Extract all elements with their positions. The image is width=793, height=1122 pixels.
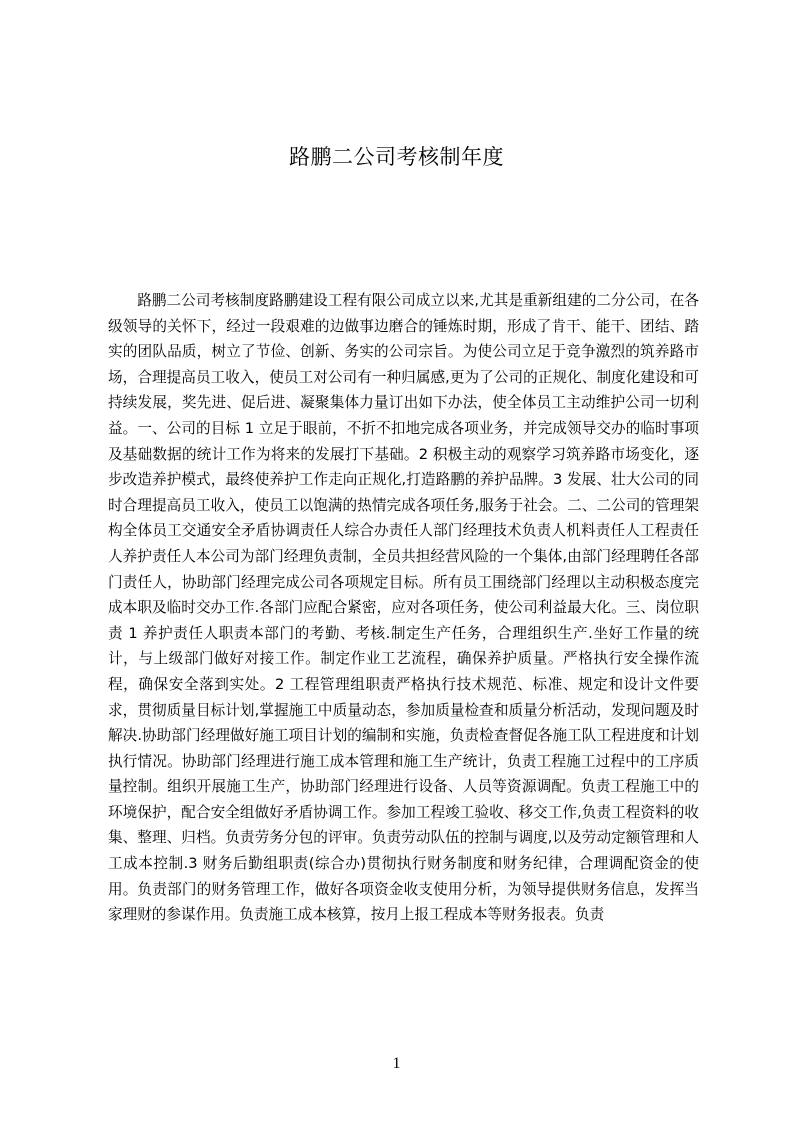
page-number: 1 bbox=[392, 1055, 401, 1072]
document-title: 路鹏二公司考核制年度 bbox=[289, 145, 504, 169]
body-paragraph: 路鹏二公司考核制度路鹏建设工程有限公司成立以来,尤其是重新组建的二分公司，在各级领导的关怀下，经过一段艰难的边做事边磨合的锤炼时期，形成了肯干、能干、团结、踏实的团队品质，树立了节俭、创新、务实的公司宗旨。为使公司立足于竞争激烈的筑养路市场，合理提高员工收入，使员工对公司有一种归属感,更为了公司的正规化、制度化建设和可持续发展，奖先进、促后进、凝聚集体力量订出如下办法，使全体员工主动维护公司一切利益。一、公司的目标 1 立足于眼前，不折不扣地完成各项业务，并完成领导交办的临时事项及基础数据的统计工作为将来的发展打下基础。2 积极主动的观察学习筑养路市场变化，逐步改造养护模式，最终使养护工作走向正规化,打造路鹏的养护品牌。3 发展、壮大公司的同时合理提高员工收入，使员工以饱满的热情完成各项任务,服务于社会。二、二公司的管理架构全体员工交通安全矛盾协调责任人综合办责任人部门经理技术负责人机料责任人工程责任人养护责任人本公司为部门经理负责制，全员共担经营风险的一个集体,由部门经理聘任各部门责任人，协助部门经理完成公司各项规定目标。所有员工围绕部门经理以主动积极态度完成本职及临时交办工作.各部门应配合紧密，应对各项任务，使公司利益最大化。三、岗位职责 1 养护责任人职责本部门的考勤、考核.制定生产任务，合理组织生产.坐好工作量的统计，与上级部门做好对接工作。制定作业工艺流程，确保养护质量。严格执行安全操作流程，确保安全落到实处。2 工程管理组职责严格执行技术规范、标准、规定和设计文件要求，贯彻质量目标计划,掌握施工中质量动态，参加质量检查和质量分析活动，发现问题及时解决.协助部门经理做好施工项目计划的编制和实施，负责检查督促各施工队工程进度和计划执行情况。协助部门经理进行施工成本管理和施工生产统计，负责工程施工过程中的工序质量控制。组织开展施工生产，协助部门经理进行设备、人员等资源调配。负责工程施工中的环境保护，配合安全组做好矛盾协调工作。参加工程竣工验收、移交工作,负责工程资料的收集、整理、归档。负责劳务分包的评审。负责劳动队伍的控制与调度,以及劳动定额管理和人工成本控制.3 财务后勤组职责(综合办)贯彻执行财务制度和财务纪律，合理调配资金的使用。负责部门的财务管理工作，做好各项资金收支使用分析，为领导提供财务信息，发挥当家理财的参谋作用。负责施工成本核算，按月上报工程成本等财务报表。负责 bbox=[108, 292, 699, 924]
